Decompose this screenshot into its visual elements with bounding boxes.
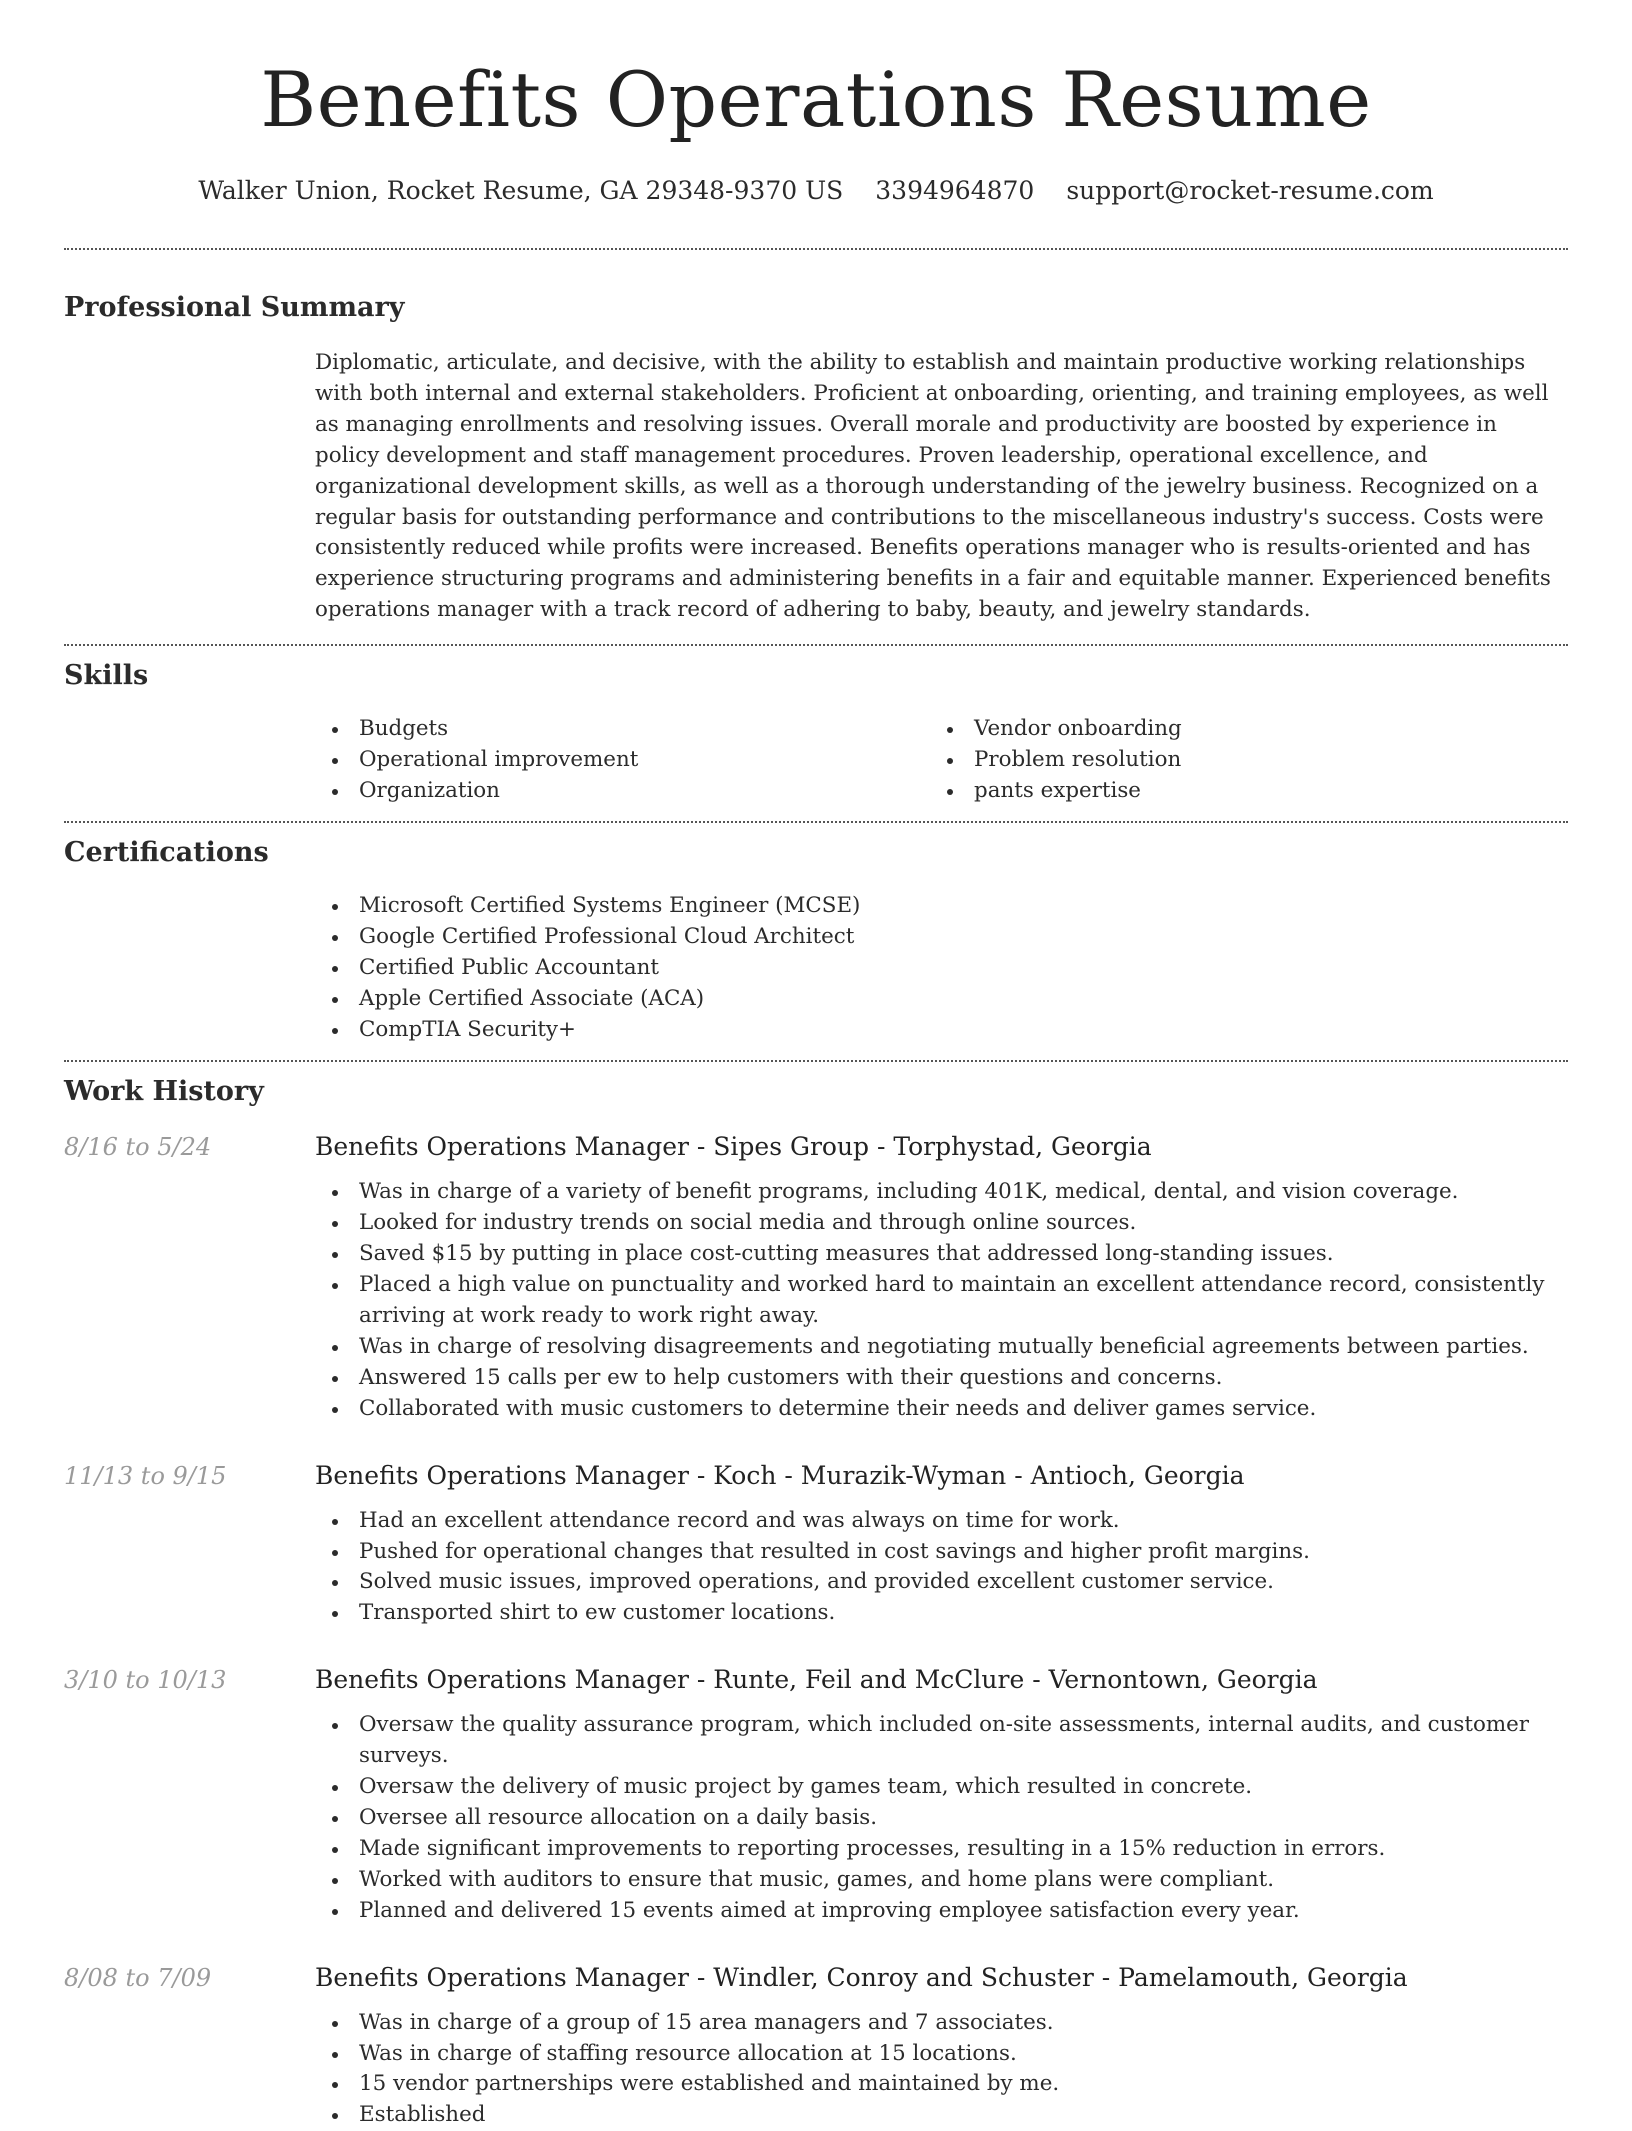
certification-item: Google Certified Professional Cloud Architect	[315, 922, 1568, 953]
certification-item: Microsoft Certified Systems Engineer (MCSE)	[315, 891, 1568, 922]
job-bullet: Was in charge of a group of 15 area managers and 7 associates.	[315, 2008, 1568, 2039]
job-entry	[64, 1663, 1568, 1926]
contact-address: Walker Union, Rocket Resume, GA 29348-9370 US	[198, 176, 844, 205]
job-details	[315, 1130, 1568, 1424]
job-bullet: Had an excellent attendance record and was always on time for work.	[315, 1506, 1568, 1537]
job-bullet: Planned and delivered 15 events aimed at improving employee satisfaction every year.	[315, 1896, 1568, 1927]
job-bullet: Saved $15 by putting in place cost-cutting measures that addressed long-standing issues.	[315, 1239, 1568, 1270]
job-bullet: Placed a high value on punctuality and worked hard to maintain an excellent attendance record, consistently arriving at work ready to work right away.	[315, 1270, 1568, 1332]
certification-item: Apple Certified Associate (ACA)	[315, 984, 1568, 1015]
job-dates: 3/10 to 10/13	[64, 1666, 227, 1695]
job-bullet: Pushed for operational changes that resulted in cost savings and higher profit margins.	[315, 1537, 1568, 1568]
skill-item: pants expertise	[930, 776, 1545, 807]
skill-item: Budgets	[315, 714, 930, 745]
job-bullet: Looked for industry trends on social media and through online sources.	[315, 1208, 1568, 1239]
summary-section	[64, 290, 1568, 626]
skills-list-right	[930, 714, 1545, 807]
job-entry	[64, 1459, 1568, 1630]
job-details	[315, 1663, 1568, 1926]
job-bullet: Collaborated with music customers to determine their needs and deliver games service.	[315, 1394, 1568, 1425]
skill-item: Problem resolution	[930, 745, 1545, 776]
job-bullets	[315, 2008, 1568, 2131]
work-history-heading: Work History	[64, 1076, 264, 1108]
skill-item: Operational improvement	[315, 745, 930, 776]
job-bullet: Established	[315, 2100, 1568, 2131]
job-details	[315, 1961, 1568, 2131]
job-dates: 8/16 to 5/24	[64, 1133, 212, 1162]
skill-item: Vendor onboarding	[930, 714, 1545, 745]
job-title: Benefits Operations Manager - Koch - Murazik-Wyman - Antioch, Georgia	[315, 1460, 1245, 1490]
contact-phone: 3394964870	[875, 176, 1035, 205]
divider	[64, 1060, 1568, 1062]
job-bullet: Was in charge of resolving disagreements and negotiating mutually beneficial agreements between parties.	[315, 1332, 1568, 1363]
job-bullets	[315, 1506, 1568, 1630]
skills-list-left	[315, 714, 930, 807]
job-entry	[64, 1130, 1568, 1424]
job-bullet: Oversaw the delivery of music project by games team, which resulted in concrete.	[315, 1772, 1568, 1803]
job-title: Benefits Operations Manager - Windler, Conroy and Schuster - Pamelamouth, Georgia	[315, 1962, 1408, 1992]
divider	[64, 248, 1568, 250]
certifications-list	[315, 891, 1568, 1046]
skills-columns	[315, 714, 1568, 807]
job-dates: 8/08 to 7/09	[64, 1963, 212, 1992]
certification-item: CompTIA Security+	[315, 1015, 1568, 1046]
summary-text: Diplomatic, articulate, and decisive, with the ability to establish and maintain productive working relationships with both internal and external stakeholders. Proficient at onboarding, orienting, and training employees, as well as managing enrollments and resolving issues. Overall morale and productivity are boosted by experience in policy development and staff management procedures. Proven leadership, operational excellence, and organizational development skills, as well as a thorough understanding of the jewelry business. Recognized on a regular basis for outstanding performance and contributions to the miscellaneous industry's success. Costs were consistently reduced while profits were increased. Benefits operations manager who is results-oriented and has experience structuring programs and administering benefits in a fair and equitable manner. Experienced benefits operations manager with a track record of adhering to baby, beauty, and jewelry standards.	[315, 350, 1551, 623]
job-bullet: Transported shirt to ew customer locations.	[315, 1598, 1568, 1629]
job-bullet: Oversaw the quality assurance program, which included on-site assessments, internal audits, and customer surveys.	[315, 1710, 1568, 1772]
divider	[64, 821, 1568, 823]
skill-item: Organization	[315, 776, 930, 807]
certifications-section	[64, 835, 1568, 1046]
work-history-section	[64, 1074, 1568, 2131]
job-bullets	[315, 1710, 1568, 1926]
skills-section	[64, 658, 1568, 807]
contact-line	[64, 174, 1568, 208]
contact-email[interactable]: support@rocket-resume.com	[1066, 176, 1434, 205]
job-bullets	[315, 1177, 1568, 1424]
job-bullet: Oversee all resource allocation on a daily basis.	[315, 1803, 1568, 1834]
summary-heading: Professional Summary	[64, 292, 405, 323]
certifications-heading: Certifications	[64, 836, 269, 868]
resume-title: Benefits Operations Resume	[260, 55, 1372, 144]
job-bullet: Solved music issues, improved operations, and provided excellent customer service.	[315, 1567, 1568, 1598]
job-title: Benefits Operations Manager - Runte, Feil and McClure - Vernontown, Georgia	[315, 1665, 1318, 1695]
job-bullet: Worked with auditors to ensure that music, games, and home plans were compliant.	[315, 1865, 1568, 1896]
skills-heading: Skills	[64, 660, 149, 692]
certification-item: Certified Public Accountant	[315, 953, 1568, 984]
job-title: Benefits Operations Manager - Sipes Group - Torphystad, Georgia	[315, 1132, 1152, 1162]
job-bullet: Made significant improvements to reporting processes, resulting in a 15% reduction in errors.	[315, 1834, 1568, 1865]
job-bullet: Was in charge of staffing resource allocation at 15 locations.	[315, 2039, 1568, 2070]
job-bullet: Was in charge of a variety of benefit programs, including 401K, medical, dental, and vision coverage.	[315, 1177, 1568, 1208]
job-dates: 11/13 to 9/15	[64, 1461, 227, 1490]
job-bullet: 15 vendor partnerships were established and maintained by me.	[315, 2069, 1568, 2100]
divider	[64, 644, 1568, 646]
job-bullet: Answered 15 calls per ew to help customers with their questions and concerns.	[315, 1363, 1568, 1394]
job-entry	[64, 1961, 1568, 2131]
job-details	[315, 1459, 1568, 1630]
